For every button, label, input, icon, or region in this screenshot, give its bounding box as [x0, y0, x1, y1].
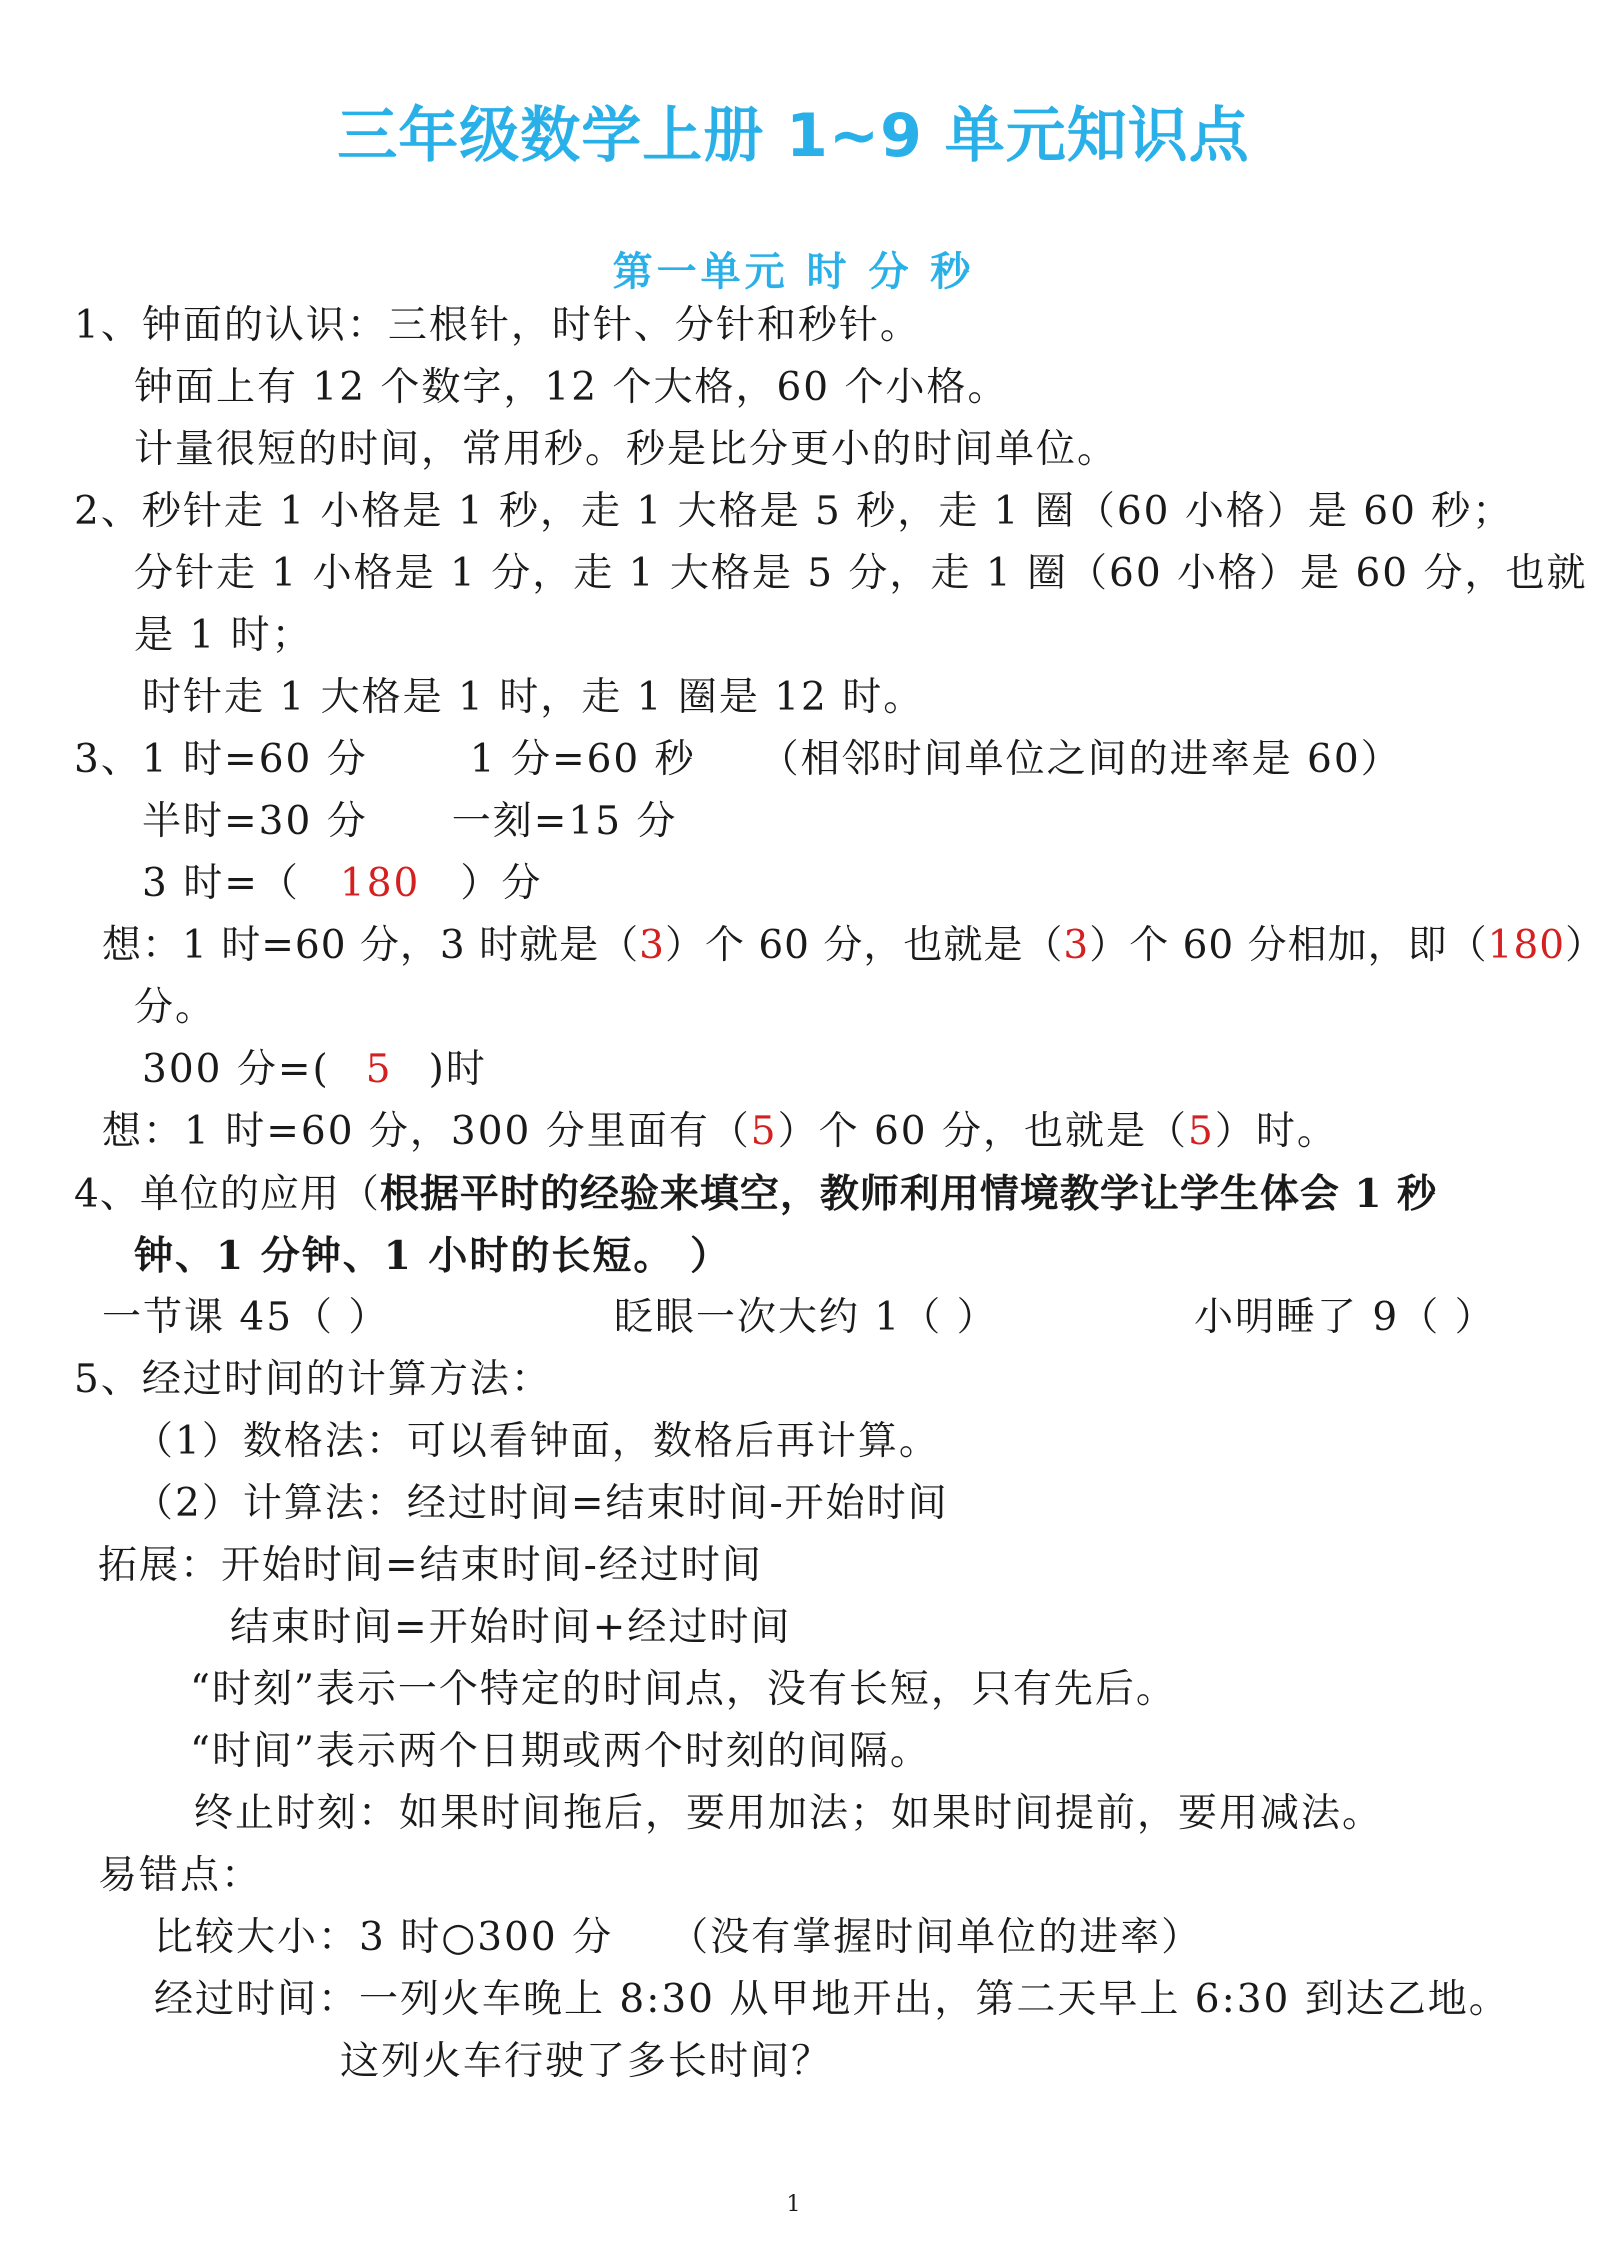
point-1-line-3: 计量很短的时间，常用秒。秒是比分更小的时间单位。 [134, 427, 1119, 472]
point-2-line-2: 分针走 1 小格是 1 分，走 1 大格是 5 分，走 1 圈（60 小格）是 60 分，也就 [134, 551, 1588, 596]
point-3-exercise-2: 300 分=( 5 )时 [142, 1047, 487, 1092]
minute-second-conversion: 1 分=60 秒 [469, 737, 696, 782]
end-moment-rule: 终止时刻：如果时间拖后，要用加法；如果时间提前，要用减法。 [194, 1791, 1384, 1836]
extension-line-2: 结束时间=开始时间+经过时间 [230, 1605, 792, 1650]
point-3-exercise-1: 3 时=（ 180 ）分 [142, 861, 543, 906]
moment-definition: “时刻”表示一个特定的时间点，没有长短，只有先后。 [190, 1667, 1177, 1712]
answer-5b: 5 [1188, 1109, 1215, 1154]
point-3-explanation-1: 想：1 时=60 分，3 时就是（3）个 60 分，也就是（3）个 60 分相加，即（180） [102, 923, 1605, 968]
answer-180b: 180 [1487, 923, 1566, 968]
point-4-line-1: 4、单位的应用（根据平时的经验来填空，教师利用情境教学让学生体会 1 秒 [74, 1171, 1438, 1217]
conversion-rate-note: （相邻时间单位之间的进率是 60） [759, 737, 1402, 782]
point-2-line-3: 是 1 时； [134, 613, 313, 658]
point-5-method-2: （2）计算法：经过时间=结束时间-开始时间 [134, 1481, 949, 1526]
point-2-line-1: 2、秒针走 1 小格是 1 秒，走 1 大格是 5 秒，走 1 圈（60 小格）是 60 秒； [74, 489, 1514, 534]
point-4-blank-1: 一节课 45（ ） [102, 1295, 390, 1340]
point-3-line-2 [142, 799, 677, 846]
point-3-line-1 [74, 737, 1402, 784]
common-mistakes-heading: 易错点： [98, 1853, 263, 1898]
quarter-hour-conversion: 一刻=15 分 [451, 799, 678, 844]
document-title: 三年级数学上册 1~9 单元知识点 [337, 101, 1250, 171]
half-hour-conversion: 半时=30 分 [142, 799, 368, 844]
answer-180: 180 [339, 861, 421, 906]
answer-5a: 5 [750, 1109, 778, 1154]
point-5-method-1: （1）数格法：可以看钟面，数格后再计算。 [134, 1419, 940, 1464]
unit-title: 第一单元 时 分 秒 [612, 248, 975, 295]
mistake-elapsed-time-question: 这列火车行驶了多长时间？ [340, 2039, 833, 2084]
point-4-blank-3: 小明睡了 9（ ） [1194, 1295, 1496, 1340]
duration-definition: “时间”表示两个日期或两个时刻的间隔。 [190, 1729, 931, 1774]
mistake-compare: 比较大小：3 时○300 分 （没有掌握时间单位的进率） [154, 1915, 1203, 1960]
point-1-line-2: 钟面上有 12 个数字，12 个大格，60 个小格。 [134, 365, 1009, 410]
point-1-line-1: 1、钟面的认识：三根针，时针、分针和秒针。 [74, 303, 921, 348]
answer-5: 5 [365, 1047, 393, 1092]
point-3-explanation-2: 想：1 时=60 分，300 分里面有（5）个 60 分，也就是（5）时。 [102, 1109, 1338, 1154]
point-5-line-1: 5、经过时间的计算方法： [74, 1357, 552, 1402]
point-2-line-4: 时针走 1 大格是 1 时，走 1 圈是 12 时。 [142, 675, 925, 720]
answer-3a: 3 [639, 923, 665, 968]
extension-line-1: 拓展：开始时间=结束时间-经过时间 [98, 1543, 763, 1588]
answer-3b: 3 [1063, 923, 1090, 968]
page-number: 1 [786, 2192, 801, 2217]
mistake-elapsed-time: 经过时间：一列火车晚上 8:30 从甲地开出，第二天早上 6:30 到达乙地。 [154, 1977, 1510, 2022]
hour-minute-conversion: 3、1 时=60 分 [74, 737, 368, 782]
point-4-line-2: 钟、1 分钟、1 小时的长短。 ） [134, 1233, 732, 1279]
point-4-blank-2: 眨眼一次大约 1（ ） [614, 1295, 998, 1340]
point-3-explanation-1-cont: 分。 [134, 985, 217, 1030]
